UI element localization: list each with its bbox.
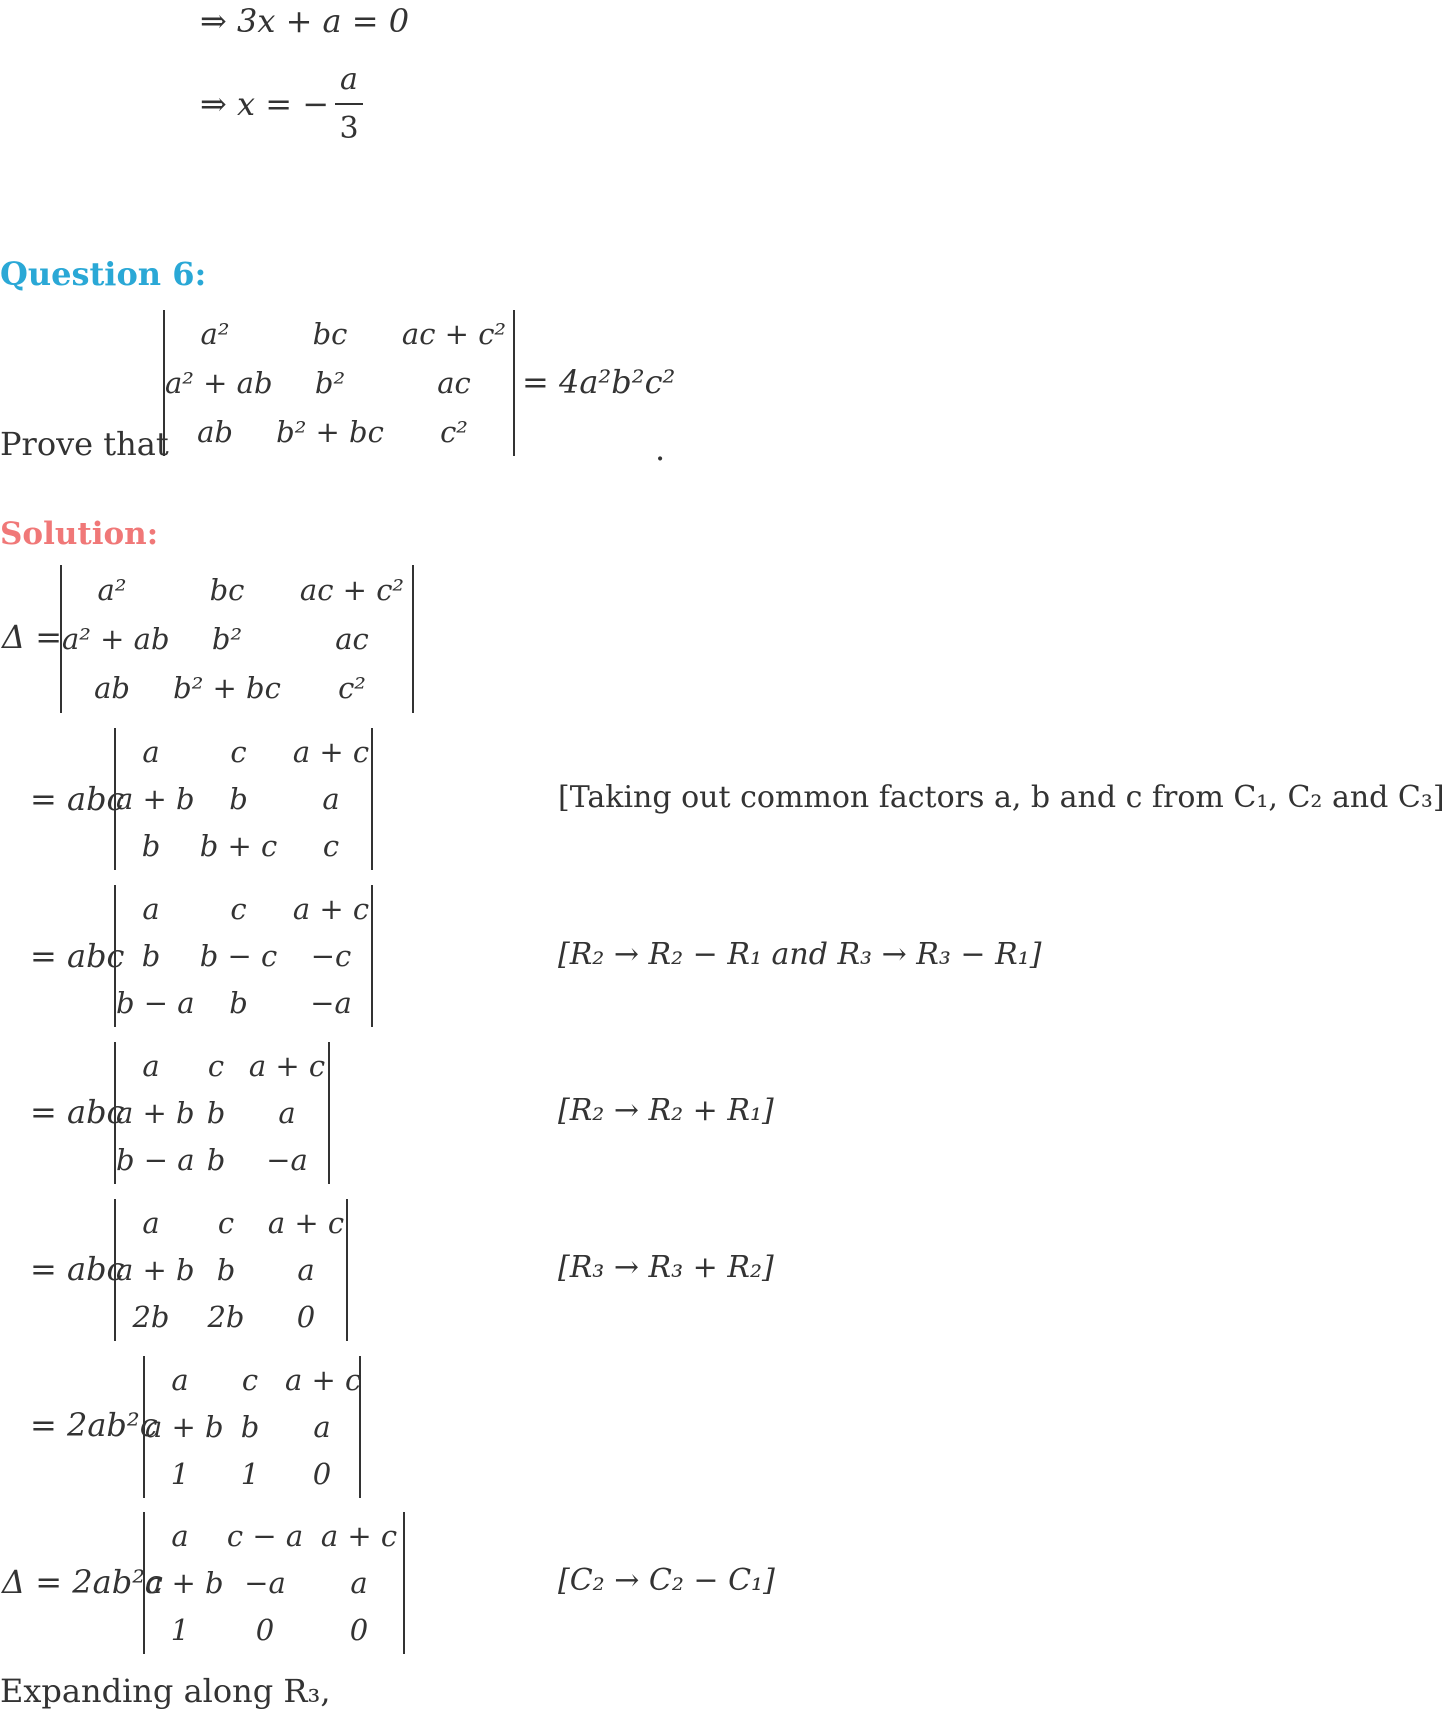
det-cell: c <box>207 1048 225 1083</box>
det-cell: b − a <box>116 1143 195 1178</box>
step-note: [Taking out common factors a, b and c from C₁, C₂ and C₃] <box>558 780 1445 815</box>
det-cell: a + b <box>116 1252 195 1287</box>
det-cell: 1 <box>240 1457 260 1492</box>
det-cell: a² <box>200 317 230 352</box>
det-cell: 0 <box>349 1613 369 1648</box>
det-cell: b <box>206 1095 226 1130</box>
det-cell: a + c <box>292 734 370 769</box>
det-cell: ac + c² <box>299 572 405 607</box>
question-determinant <box>163 310 515 456</box>
det-cell: b <box>229 781 248 816</box>
step-prefix: Δ = 2ab²c <box>2 1563 163 1601</box>
det-cell: 0 <box>255 1613 275 1648</box>
step-prefix: Δ = <box>2 618 63 656</box>
det-cell: ac <box>437 365 471 400</box>
fraction-a-over-3 <box>335 62 363 146</box>
det-cell: a² <box>97 572 127 607</box>
fraction-bar <box>335 103 363 105</box>
det-cell: −c <box>310 938 352 973</box>
det-cell: 1 <box>170 1613 190 1648</box>
question-period: . <box>655 430 666 468</box>
det-cell: c <box>241 1362 259 1397</box>
step-determinant <box>114 1199 348 1341</box>
det-cell: c² <box>440 414 468 449</box>
det-cell: a + c <box>267 1205 345 1240</box>
det-cell: b <box>206 1143 226 1178</box>
det-cell: a <box>171 1518 189 1553</box>
det-cell: c <box>230 734 247 769</box>
step-prefix: = 2ab²c <box>30 1406 158 1444</box>
det-cell: 0 <box>312 1457 332 1492</box>
step-note: [C₂ → C₂ − C₁] <box>558 1563 775 1598</box>
fraction-numerator: a <box>340 62 358 97</box>
det-cell: a + c <box>292 891 370 926</box>
step-determinant <box>143 1512 405 1654</box>
equation-line-2-prefix: ⇒ x = − <box>200 85 329 123</box>
det-cell: b <box>240 1409 260 1444</box>
det-cell: b <box>216 1252 236 1287</box>
prove-label: Prove that <box>0 425 169 463</box>
det-cell: bc <box>209 572 245 607</box>
det-cell: b − c <box>199 938 278 973</box>
det-cell: b² <box>211 621 243 656</box>
step-prefix: = abc <box>30 1093 125 1131</box>
det-cell: a + c <box>285 1362 362 1397</box>
det-cell: ab <box>197 414 233 449</box>
det-cell: bc <box>312 317 348 352</box>
equation-line-2 <box>200 62 363 146</box>
det-cell: a <box>171 1362 189 1397</box>
det-cell: ac + c² <box>401 317 507 352</box>
equation-line-1: ⇒ 3x + a = 0 <box>200 2 410 40</box>
det-cell: a <box>142 891 160 926</box>
det-cell: a + c <box>248 1048 326 1083</box>
det-cell: b² + bc <box>173 671 281 706</box>
det-cell: 1 <box>170 1457 190 1492</box>
det-cell: b − a <box>116 986 195 1021</box>
det-cell: a² + ab <box>62 621 170 656</box>
det-cell: 2b <box>207 1300 245 1335</box>
step-determinant <box>114 885 373 1027</box>
det-cell: a + b <box>116 781 195 816</box>
step-note: [R₂ → R₂ + R₁] <box>558 1093 774 1128</box>
step-determinant <box>143 1356 361 1498</box>
step-note: [R₂ → R₂ − R₁ and R₃ → R₃ − R₁] <box>558 937 1042 972</box>
det-cell: b² <box>314 365 346 400</box>
fraction-denominator: 3 <box>339 111 359 146</box>
det-cell: a + c <box>320 1518 398 1553</box>
det-cell: a <box>322 781 340 816</box>
det-cell: a² + ab <box>165 365 273 400</box>
step-note: [R₃ → R₃ + R₂] <box>558 1250 774 1285</box>
det-cell: a + b <box>116 1095 195 1130</box>
det-cell: ab <box>94 671 130 706</box>
expanding-text: Expanding along R₃, <box>0 1672 331 1710</box>
det-cell: 2b <box>132 1300 170 1335</box>
det-cell: c <box>322 829 340 864</box>
question-rhs: = 4a²b²c² <box>522 363 676 401</box>
det-cell: a <box>350 1565 368 1600</box>
step-prefix: = abc <box>30 937 125 975</box>
det-cell: 0 <box>296 1300 316 1335</box>
det-cell: b <box>141 829 161 864</box>
step-determinant <box>114 1042 330 1184</box>
det-cell: c <box>230 891 247 926</box>
det-cell: a <box>278 1095 296 1130</box>
solution-title: Solution: <box>0 516 159 552</box>
det-cell: a + b <box>145 1409 224 1444</box>
det-cell: b + c <box>199 829 278 864</box>
question-title: Question 6: <box>0 255 207 293</box>
step-prefix: = abc <box>30 1250 125 1288</box>
det-cell: a <box>142 1048 160 1083</box>
step-determinant <box>114 728 373 870</box>
det-cell: b² + bc <box>276 414 384 449</box>
det-cell: a <box>313 1409 331 1444</box>
det-cell: a <box>297 1252 315 1287</box>
det-cell: b <box>141 938 161 973</box>
det-cell: b <box>229 986 248 1021</box>
det-cell: c² <box>338 671 366 706</box>
det-cell: c − a <box>226 1518 304 1553</box>
step-prefix: = abc <box>30 780 125 818</box>
det-cell: −a <box>244 1565 286 1600</box>
det-cell: a <box>142 1205 160 1240</box>
det-cell: ac <box>335 621 369 656</box>
step-determinant <box>60 565 414 713</box>
det-cell: a + b <box>145 1565 224 1600</box>
det-cell: c <box>217 1205 235 1240</box>
det-cell: −a <box>310 986 352 1021</box>
det-cell: a <box>142 734 160 769</box>
det-cell: −a <box>266 1143 308 1178</box>
